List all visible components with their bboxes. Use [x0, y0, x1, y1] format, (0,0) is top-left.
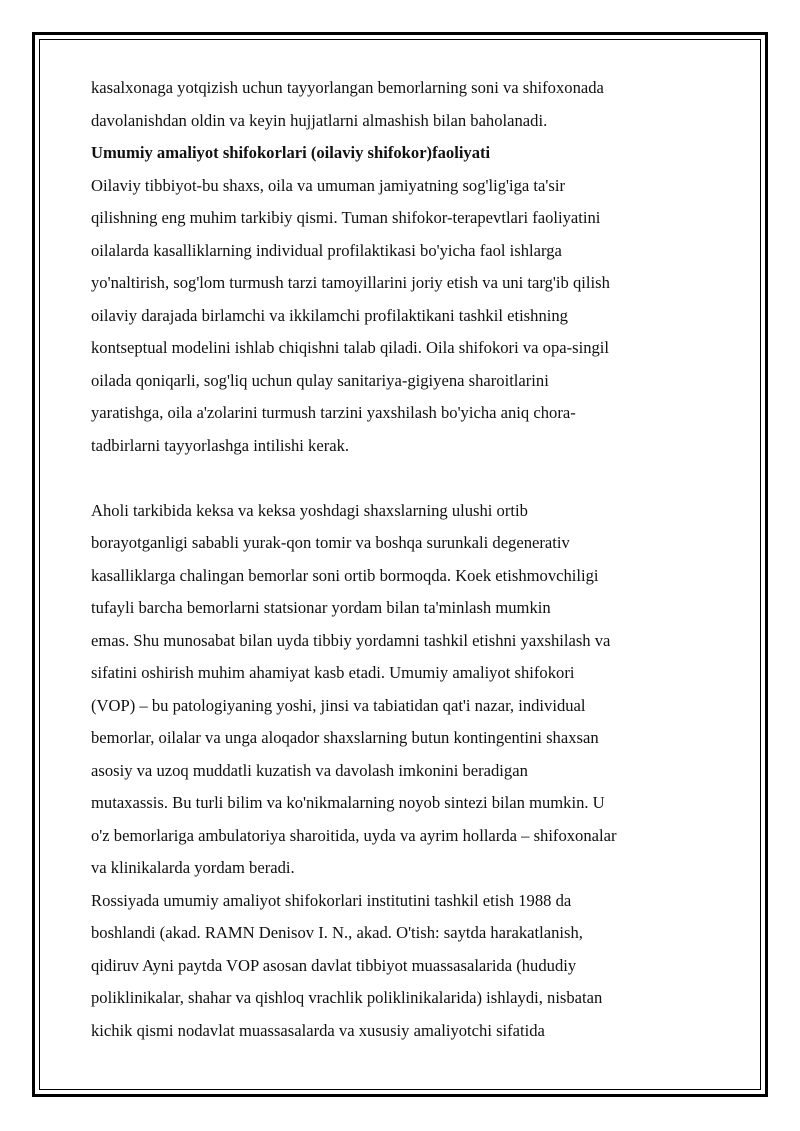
paragraph-gap — [91, 462, 706, 495]
paragraph-line: yaratishga, oila a'zolarini turmush tarzini yaxshilash bo'yicha aniq chora- — [91, 403, 576, 422]
paragraph-line: Rossiyada umumiy amaliyot shifokorlari institutini tashkil etish 1988 da — [91, 890, 572, 910]
paragraph-line: oilalarda kasalliklarning individual profilaktikasi bo'yicha faol ishlarga — [91, 240, 562, 260]
paragraph-line: davolanishdan oldin va keyin hujjatlarni almashish bilan baholanadi. — [91, 110, 548, 130]
paragraph-line: Aholi tarkibida keksa va keksa yoshdagi shaxslarning ulushi ortib — [91, 500, 528, 520]
paragraph-line: kichik qismi nodavlat muassasalarda va xususiy amaliyotchi sifatida — [91, 1020, 545, 1040]
paragraph-line: bemorlar, oilalar va unga aloqador shaxslarning butun kontingentini shaxsan — [91, 728, 599, 747]
paragraph-line: poliklinikalar, shahar va qishloq vrachlik poliklinikalarida) ishlaydi, nisbatan — [91, 988, 603, 1007]
document-body — [91, 72, 706, 1047]
paragraph-line: o'z bemorlariga ambulatoriya sharoitida, uyda va ayrim hollarda – shifoxonalar — [91, 825, 617, 845]
paragraph-line: oilaviy darajada birlamchi va ikkilamchi profilaktikani tashkil etishning — [91, 305, 568, 325]
paragraph-line: va klinikalarda yordam beradi. — [91, 858, 295, 877]
paragraph-line: Oilaviy tibbiyot-bu shaxs, oila va umuman jamiyatning sog'lig'iga ta'sir — [91, 175, 565, 195]
section-heading: Umumiy amaliyot shifokorlari (oilaviy shifokor)faoliyati — [91, 143, 491, 162]
paragraph-line: kasalliklarga chalingan bemorlar soni ortib bormoqda. Koek etishmovchiligi — [91, 565, 599, 585]
paragraph-line: sifatini oshirish muhim ahamiyat kasb etadi. Umumiy amaliyot shifokori — [91, 663, 575, 682]
paragraph-line: kontseptual modelini ishlab chiqishni talab qiladi. Oila shifokori va opa-singil — [91, 338, 610, 357]
paragraph-line: (VOP) – bu patologiyaning yoshi, jinsi va tabiatidan qat'i nazar, individual — [91, 695, 586, 715]
paragraph-line: mutaxassis. Bu turli bilim va ko'nikmalarning noyob sintezi bilan mumkin. U — [91, 793, 605, 812]
paragraph-line: emas. Shu munosabat bilan uyda tibbiy yordamni tashkil etishni yaxshilash va — [91, 630, 611, 650]
paragraph-line: asosiy va uzoq muddatli kuzatish va davolash imkonini beradigan — [91, 760, 528, 780]
paragraph-line: boshlandi (akad. RAMN Denisov I. N., akad. O'tish: saytda harakatlanish, — [91, 923, 583, 942]
paragraph-line: qidiruv Ayni paytda VOP asosan davlat tibbiyot muassasalarida (hududiy — [91, 955, 577, 975]
paragraph-line: oilada qoniqarli, sog'liq uchun qulay sanitariya-gigiyena sharoitlarini — [91, 370, 549, 390]
paragraph-line: yo'naltirish, sog'lom turmush tarzi tamoyillarini joriy etish va uni targ'ib qilish — [91, 273, 610, 292]
paragraph-line: tufayli barcha bemorlarni statsionar yordam bilan ta'minlash mumkin — [91, 598, 551, 617]
paragraph-line: tadbirlarni tayyorlashga intilishi kerak. — [91, 435, 350, 455]
paragraph-line: qilishning eng muhim tarkibiy qismi. Tuman shifokor-terapevtlari faoliyatini — [91, 208, 601, 227]
paragraph-line: borayotganligi sababli yurak-qon tomir va boshqa surunkali degenerativ — [91, 533, 570, 552]
paragraph-line: kasalxonaga yotqizish uchun tayyorlangan bemorlarning soni va shifoxonada — [91, 78, 604, 97]
